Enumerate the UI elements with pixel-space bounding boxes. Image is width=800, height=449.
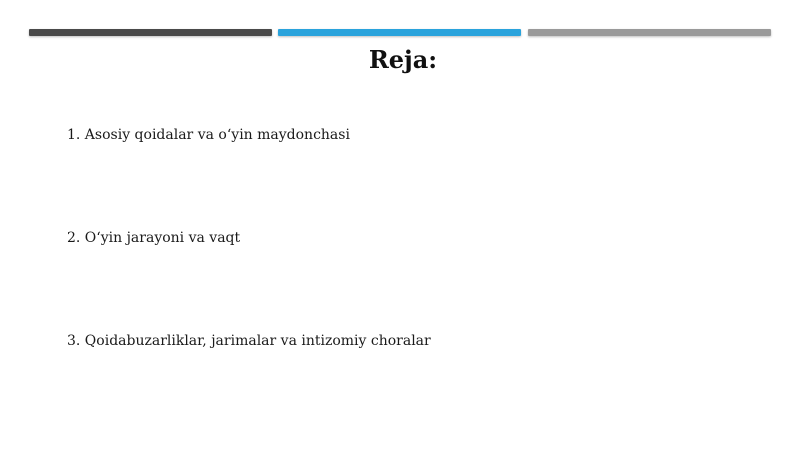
plan-item-rules: 1. Asosiy qoidalar va o‘yin maydonchasi — [67, 127, 350, 143]
slide-title: Reja: — [368, 45, 438, 74]
plan-item-game-process: 2. O‘yin jarayoni va vaqt — [67, 230, 241, 246]
header-accent-bars — [29, 29, 771, 38]
accent-bar-dark — [29, 29, 272, 36]
accent-bar-blue — [278, 29, 521, 36]
accent-bar-gray — [528, 29, 771, 36]
plan-item-violations: 3. Qoidabuzarliklar, jarimalar va intizomiy choralar — [67, 333, 431, 349]
